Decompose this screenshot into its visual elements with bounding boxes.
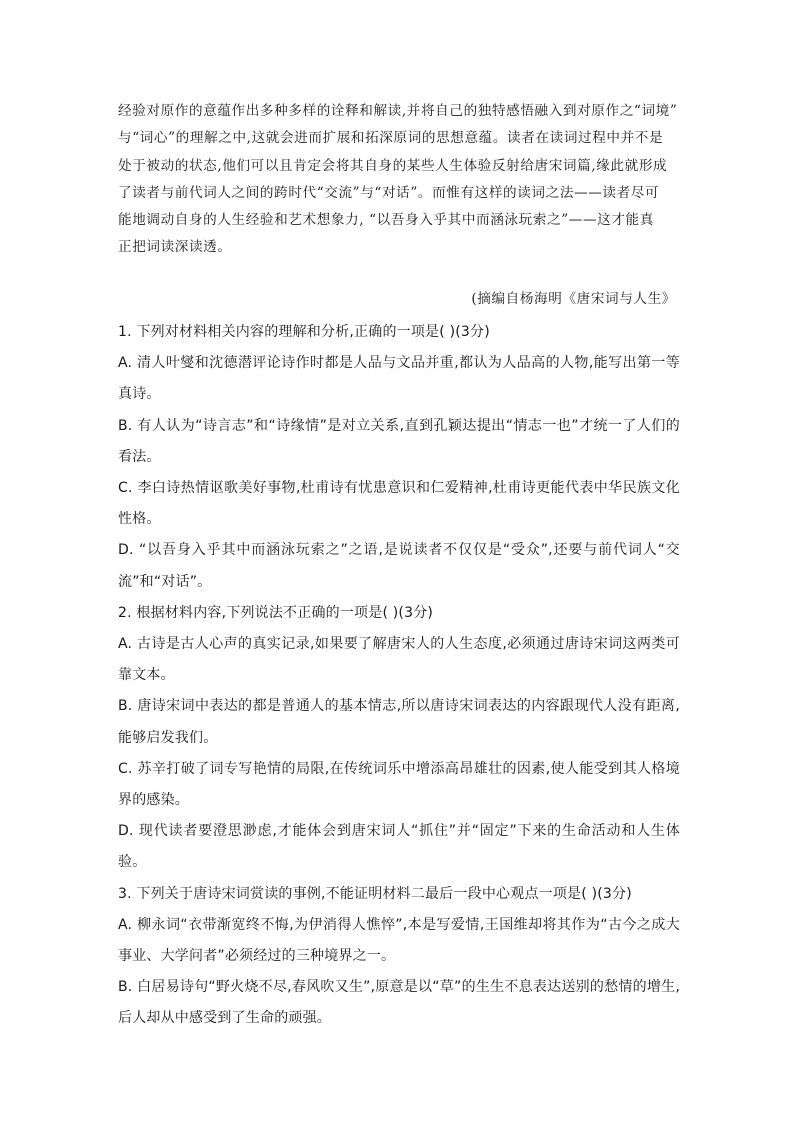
passage-line: 经验对原作的意蕴作出多种多样的诠释和解读,并将自己的独特感悟融入到对原作之“词境” <box>118 103 678 119</box>
passage-line: 处于被动的状态,他们可以且肯定会将其自身的某些人生体验反射给唐宋词篇,缘此就形成 <box>118 157 668 174</box>
passage-line: 正把词读深读透。 <box>118 239 232 256</box>
question-option: D. “以吾身入乎其中而涵泳玩索之”之语,是说读者不仅仅是“受众”,还要与前代词人“交流”和“对话”。 <box>118 542 680 590</box>
question-option: A. 柳永词“衣带渐宽终不悔,为伊消得人憔悴”,本是写爱情,王国维却将其作为“古今之成大事业、大学问者”必须经过的三种境界之一。 <box>118 916 680 965</box>
passage-line: 与“词心”的理解之中,这就会进而扩展和拓深原词的思想意蕴。读者在读词过程中并不是 <box>118 130 664 147</box>
question-option: D. 现代读者要澄思渺虑,才能体会到唐宋词人“抓住”并“固定”下来的生命活动和人生体验。 <box>118 823 680 871</box>
passage-line: 能地调动自身的人生经验和艺术想象力, “以吾身入乎其中而涵泳玩索之”——这才能真 <box>118 212 654 229</box>
passage-source: (摘编自杨海明《唐宋词与人生》 <box>471 291 676 307</box>
question-option: B. 有人认为“诗言志”和“诗缘情”是对立关系,直到孔颖达提出“情志一也”才统一了人们的看法。 <box>118 417 680 465</box>
question-stem: 1. 下列对材料相关内容的理解和分析,正确的一项是( )(3分) <box>118 324 490 340</box>
question-option: A. 清人叶燮和沈德潜评论诗作时都是人品与文品并重,都认为人品高的人物,能写出第一等真诗。 <box>118 355 680 403</box>
question-option: C. 苏辛打破了词专写艳情的局限,在传统词乐中增添高昂雄壮的因素,使人能受到其人格境界的感染。 <box>118 760 680 809</box>
question-stem: 2. 根据材料内容,下列说法不正确的一项是( )(3分) <box>118 604 434 621</box>
question-option: A. 古诗是古人心声的真实记录,如果要了解唐宋人的人生态度,必须通过唐诗宋词这两类可靠文本。 <box>118 636 680 684</box>
passage-line: 了读者与前代词人之间的跨时代“交流”与“对话”。而惟有这样的读词之法——读者尽可 <box>118 184 660 201</box>
question-option: C. 李白诗热情讴歌美好事物,杜甫诗有忧患意识和仁爱精神,杜甫诗更能代表中华民族文化性格。 <box>118 480 680 528</box>
question-stem: 3. 下列关于唐诗宋词赏读的事例,不能证明材料二最后一段中心观点一项是( )(3分) <box>118 885 632 902</box>
question-option: B. 白居易诗句“野火烧不尽,春风吹又生”,原意是以“草”的生生不息表达送别的愁情的增生,后人却从中感受到了生命的顽强。 <box>118 979 680 1027</box>
question-option: B. 唐诗宋词中表达的都是普通人的基本情志,所以唐诗宋词表达的内容跟现代人没有距离,能够启发我们。 <box>118 698 680 746</box>
questions-section <box>118 317 680 1035</box>
passage-text <box>118 98 680 262</box>
